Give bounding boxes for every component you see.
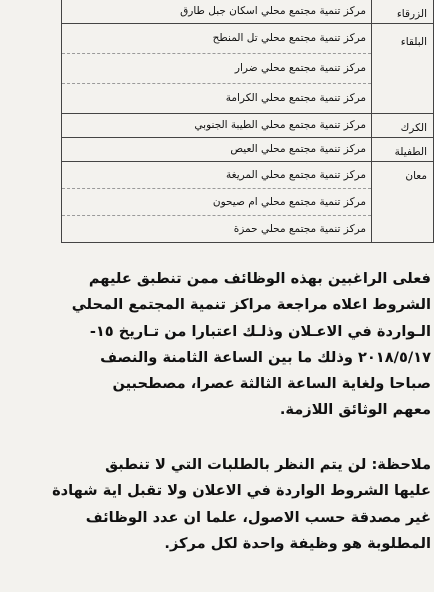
paragraph-line: معهم الوثائق اللازمة. — [279, 401, 431, 419]
application-instructions-paragraph — [0, 266, 431, 424]
governorate-cell: الزرقاء — [371, 0, 433, 23]
centers-list — [62, 114, 371, 137]
center-cell: مركز تنمية مجتمع محلي ام صيحون — [62, 189, 371, 216]
governorate-cell: الكرك — [371, 114, 433, 137]
table-group-balqa — [62, 24, 433, 114]
center-cell: مركز تنمية مجتمع محلي العيص — [230, 143, 366, 155]
centers-list — [62, 162, 371, 242]
paragraph-line: ملاحظة: لن يتم النظر بالطلبات التي لا تنطبق — [105, 456, 431, 473]
governorate-cell: البلقاء — [371, 24, 433, 113]
governorate-cell: معان — [371, 162, 433, 242]
paragraph-line: الشروط اعلاه مراجعة مراكز تنمية المجتمع المحلي — [71, 296, 431, 314]
center-cell: مركز تنمية مجتمع محلي الطيبة الجنوبي — [194, 119, 366, 131]
center-cell: مركز تنمية مجتمع محلي الكرامة — [225, 92, 366, 104]
paragraph-line: عليها الشروط الواردة في الاعلان ولا تقبل اية شهادة — [52, 482, 431, 500]
paragraph-line: ٢٠١٨/٥/١٧ وذلك ما بين الساعة الثامنة والنصف — [100, 348, 431, 366]
paragraph-line: فعلى الراغبين بهذه الوظائف ممن تنطبق عليهم — [88, 270, 431, 287]
table-group-zarqa — [62, 0, 433, 24]
table-group-karak — [62, 114, 433, 138]
governorate-cell: الطفيلة — [371, 138, 433, 161]
paragraph-line: المطلوبة هو وظيفة واحدة لكل مركز. — [164, 534, 431, 552]
table-group-tafileh — [62, 138, 433, 162]
paragraph-line: غير مصدقة حسب الاصول، علما ان عدد الوظائف — [85, 508, 431, 526]
paragraph-line: الـواردة في الاعـلان وذلـك اعتبارا من تـاريخ ١٥- — [89, 322, 431, 340]
centers-table — [61, 0, 434, 243]
note-paragraph — [0, 452, 431, 557]
centers-list — [62, 138, 371, 161]
center-cell: مركز تنمية مجتمع محلي تل المنطح — [62, 24, 371, 54]
centers-list — [62, 24, 371, 113]
center-cell: مركز تنمية مجتمع محلي اسكان جبل طارق — [180, 5, 366, 17]
table-group-maan — [62, 162, 433, 243]
centers-list — [62, 0, 371, 23]
center-cell: مركز تنمية مجتمع محلي ضرار — [62, 54, 371, 84]
paragraph-line: صباحا ولغاية الساعة الثالثة عصرا، مصطحبين — [112, 375, 431, 393]
center-cell: مركز تنمية مجتمع محلي المريغة — [62, 162, 371, 189]
center-cell: مركز تنمية مجتمع محلي حمزة — [233, 223, 366, 235]
